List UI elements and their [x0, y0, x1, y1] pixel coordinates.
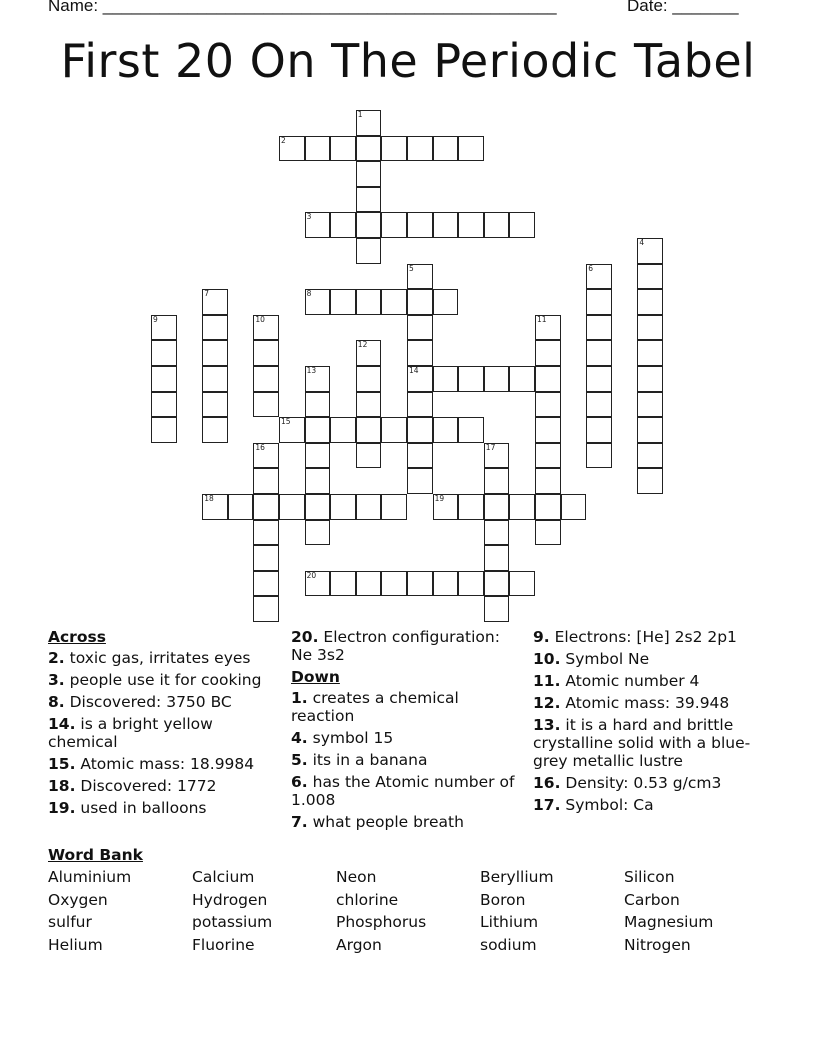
across-clue: [48, 799, 273, 817]
word-bank-item: Oxygen: [48, 890, 108, 909]
crossword-cell[interactable]: [381, 136, 407, 162]
across-clue: [48, 777, 273, 795]
clue-number: 15.: [48, 755, 76, 773]
crossword-cell[interactable]: [253, 571, 279, 597]
crossword-cell[interactable]: [305, 212, 331, 238]
clue-number: 11: [537, 314, 547, 324]
crossword-cell[interactable]: [228, 494, 254, 520]
clue-text: Symbol Ne: [560, 650, 650, 668]
crossword-cell[interactable]: [484, 520, 510, 546]
crossword-cell[interactable]: [356, 238, 382, 264]
crossword-cell[interactable]: [356, 494, 382, 520]
crossword-cell[interactable]: [330, 136, 356, 162]
crossword-cell[interactable]: [637, 468, 663, 494]
word-bank-item: Boron: [480, 890, 526, 909]
across-heading: Across: [48, 628, 106, 646]
clue-number: 4: [639, 238, 645, 247]
clue-number: 5: [409, 263, 414, 273]
clue-text: used in balloons: [75, 799, 207, 817]
crossword-cell[interactable]: [407, 136, 433, 162]
crossword-cell[interactable]: [509, 366, 535, 392]
crossword-cell[interactable]: [484, 571, 510, 597]
crossword-cell[interactable]: [433, 494, 459, 520]
crossword-cell[interactable]: [151, 417, 177, 443]
crossword-cell[interactable]: [535, 340, 561, 366]
clue-number: 9.: [533, 628, 550, 646]
across-clue: [48, 693, 273, 711]
down-clue: [533, 672, 758, 690]
crossword-cell[interactable]: [279, 494, 305, 520]
crossword-cell[interactable]: [535, 392, 561, 418]
across-clue: [48, 715, 273, 751]
across-clue: [48, 671, 273, 689]
down-clue: [291, 813, 516, 831]
clue-number: 18: [204, 494, 214, 503]
crossword-cell[interactable]: [202, 340, 228, 366]
word-bank-item: Carbon: [624, 890, 680, 909]
crossword-cell[interactable]: [305, 571, 331, 597]
clue-text: Atomic mass: 18.9984: [75, 755, 255, 773]
crossword-cell[interactable]: [433, 417, 459, 443]
crossword-cell[interactable]: [433, 212, 459, 238]
crossword-cell[interactable]: [407, 468, 433, 494]
crossword-cell[interactable]: [458, 212, 484, 238]
crossword-cell[interactable]: [151, 315, 177, 341]
crossword-cell[interactable]: [535, 315, 561, 341]
clue-number: 9: [153, 314, 158, 324]
crossword-cell[interactable]: [202, 417, 228, 443]
crossword-cell[interactable]: [407, 315, 433, 341]
word-bank-item: Nitrogen: [624, 935, 691, 954]
word-bank-item: Magnesium: [624, 913, 714, 931]
down-clue: [291, 729, 516, 747]
crossword-cell[interactable]: [509, 212, 535, 238]
clue-text: what people breath: [307, 813, 464, 831]
crossword-cell[interactable]: [535, 417, 561, 443]
word-bank-item: Helium: [48, 935, 103, 954]
clue-text: symbol 15: [307, 729, 394, 747]
crossword-cell[interactable]: [356, 392, 382, 418]
clue-text: its in a banana: [307, 751, 428, 769]
crossword-cell[interactable]: [202, 366, 228, 392]
crossword-cell[interactable]: [253, 366, 279, 392]
crossword-cell[interactable]: [305, 392, 331, 418]
clue-text: has the Atomic number of 1.008: [291, 773, 515, 809]
crossword-cell[interactable]: [458, 571, 484, 597]
word-bank-item: Fluorine: [192, 935, 255, 954]
clue-number: 12.: [533, 694, 561, 712]
crossword-cell[interactable]: [458, 417, 484, 443]
word-bank-item: Neon: [336, 868, 377, 886]
crossword-cell[interactable]: [586, 289, 612, 315]
crossword-cell[interactable]: [407, 289, 433, 315]
crossword-cell[interactable]: [484, 468, 510, 494]
crossword-cell[interactable]: [484, 366, 510, 392]
crossword-cell[interactable]: [586, 315, 612, 341]
clue-text: Symbol: Ca: [560, 796, 654, 814]
crossword-cell[interactable]: [381, 212, 407, 238]
crossword-cell[interactable]: [586, 417, 612, 443]
date-field-label: Date: _______: [627, 0, 739, 15]
crossword-cell[interactable]: [561, 494, 587, 520]
crossword-cell[interactable]: [253, 392, 279, 418]
clue-number: 19: [434, 494, 445, 503]
crossword-cell[interactable]: [407, 443, 433, 469]
crossword-cell[interactable]: [356, 187, 382, 213]
clues-column-3: [533, 628, 758, 818]
clue-number: 12: [357, 340, 368, 350]
crossword-cell[interactable]: [484, 545, 510, 571]
crossword-cell[interactable]: [586, 340, 612, 366]
crossword-cell[interactable]: [637, 238, 663, 264]
crossword-cell[interactable]: [330, 289, 356, 315]
crossword-cell[interactable]: [202, 315, 228, 341]
down-clue: [533, 694, 758, 712]
crossword-cell[interactable]: [433, 571, 459, 597]
name-field-label: Name: ________________________________________________: [48, 0, 557, 15]
clue-number: 7.: [291, 813, 308, 831]
crossword-cell[interactable]: [458, 494, 484, 520]
crossword-cell[interactable]: [356, 571, 382, 597]
crossword-cell[interactable]: [458, 136, 484, 162]
crossword-cell[interactable]: [484, 443, 510, 469]
clue-number: 15: [281, 417, 291, 427]
down-clue: [533, 628, 758, 646]
crossword-cell[interactable]: [279, 136, 305, 162]
word-bank-item: Silicon: [624, 868, 675, 886]
crossword-cell[interactable]: [356, 212, 382, 238]
clue-number: 1.: [291, 689, 308, 707]
down-clue: [533, 774, 758, 792]
clues-column-2: [291, 628, 516, 835]
crossword-cell[interactable]: [586, 392, 612, 418]
crossword-cell[interactable]: [305, 520, 331, 546]
crossword-cell[interactable]: [356, 136, 382, 162]
across-clue: [48, 649, 273, 667]
word-bank-item: Aluminium: [48, 868, 132, 886]
crossword-cell[interactable]: [356, 161, 382, 187]
word-bank-item: sodium: [480, 935, 537, 954]
crossword-cell[interactable]: [253, 494, 279, 520]
crossword-cell[interactable]: [330, 417, 356, 443]
clue-number: 8: [306, 289, 312, 299]
clue-text: toxic gas, irritates eyes: [64, 649, 251, 667]
crossword-cell[interactable]: [356, 417, 382, 443]
clue-text: is a bright yellow chemical: [48, 715, 213, 751]
clue-number: 20: [306, 570, 317, 580]
crossword-cell[interactable]: [305, 417, 331, 443]
down-clue: [533, 796, 758, 814]
clue-number: 18.: [48, 777, 76, 795]
crossword-cell[interactable]: [202, 392, 228, 418]
crossword-cell[interactable]: [407, 571, 433, 597]
crossword-cell[interactable]: [484, 596, 510, 622]
down-clue: [291, 689, 516, 725]
crossword-cell[interactable]: [407, 417, 433, 443]
crossword-cell[interactable]: [305, 494, 331, 520]
clue-number: 5.: [291, 751, 308, 769]
crossword-cell[interactable]: [253, 315, 279, 341]
crossword-cell[interactable]: [305, 468, 331, 494]
crossword-cell[interactable]: [484, 212, 510, 238]
clue-text: Atomic number 4: [560, 672, 700, 690]
clue-number: 6.: [291, 773, 308, 791]
clue-number: 7: [204, 289, 209, 299]
crossword-cell[interactable]: [356, 443, 382, 469]
crossword-cell[interactable]: [253, 443, 279, 469]
word-bank-heading: Word Bank: [48, 846, 143, 864]
crossword-cell[interactable]: [305, 443, 331, 469]
clue-number: 13.: [533, 716, 561, 734]
clue-number: 10: [255, 314, 265, 324]
crossword-cell[interactable]: [509, 571, 535, 597]
crossword-cell[interactable]: [253, 545, 279, 571]
clue-number: 3.: [48, 671, 65, 689]
crossword-cell[interactable]: [305, 289, 331, 315]
crossword-cell[interactable]: [637, 264, 663, 290]
word-bank-item: Lithium: [480, 913, 539, 931]
crossword-cell[interactable]: [433, 136, 459, 162]
clue-text: people use it for cooking: [64, 671, 262, 689]
clue-number: 19.: [48, 799, 76, 817]
word-bank-item: Phosphorus: [336, 913, 427, 931]
crossword-cell[interactable]: [330, 571, 356, 597]
crossword-cell[interactable]: [407, 366, 433, 392]
crossword-cell[interactable]: [305, 366, 331, 392]
crossword-cell[interactable]: [253, 468, 279, 494]
clue-number: 16: [255, 442, 265, 452]
crossword-cell[interactable]: [330, 212, 356, 238]
crossword-cell[interactable]: [637, 315, 663, 341]
clue-number: 1: [357, 110, 363, 119]
crossword-cell[interactable]: [407, 264, 433, 290]
crossword-cell[interactable]: [433, 289, 459, 315]
crossword-cell[interactable]: [202, 494, 228, 520]
crossword-cell[interactable]: [637, 417, 663, 443]
clue-text: Density: 0.53 g/cm3: [560, 774, 722, 792]
clue-text: it is a hard and brittle crystalline solid with a blue-grey metallic lustre: [533, 716, 751, 770]
clue-number: 2: [281, 135, 286, 145]
crossword-cell[interactable]: [586, 366, 612, 392]
word-bank-item: Calcium: [192, 868, 255, 886]
down-clue: [291, 773, 516, 809]
word-bank-item: potassium: [192, 913, 273, 931]
clue-text: Discovered: 3750 BC: [64, 693, 232, 711]
clue-text: creates a chemical reaction: [291, 689, 459, 725]
clue-number: 2.: [48, 649, 65, 667]
down-clue: [291, 751, 516, 769]
crossword-cell[interactable]: [637, 392, 663, 418]
crossword-cell[interactable]: [381, 494, 407, 520]
clue-number: 8.: [48, 693, 65, 711]
crossword-cell[interactable]: [279, 417, 305, 443]
crossword-cell[interactable]: [151, 392, 177, 418]
crossword-cell[interactable]: [356, 110, 382, 136]
clue-number: 14.: [48, 715, 76, 733]
word-bank-item: chlorine: [336, 890, 399, 909]
clue-number: 4.: [291, 729, 308, 747]
clue-text: Electron configuration: Ne 3s2: [291, 628, 500, 664]
crossword-cell[interactable]: [407, 212, 433, 238]
down-clue: [533, 716, 758, 770]
crossword-cell[interactable]: [381, 289, 407, 315]
clue-number: 3: [306, 212, 312, 222]
crossword-cell[interactable]: [407, 392, 433, 418]
down-clue: [533, 650, 758, 668]
crossword-cell[interactable]: [509, 494, 535, 520]
crossword-cell[interactable]: [535, 443, 561, 469]
crossword-cell[interactable]: [202, 289, 228, 315]
crossword-cell[interactable]: [535, 494, 561, 520]
crossword-cell[interactable]: [356, 366, 382, 392]
clue-text: Electrons: [He] 2s2 2p1: [549, 628, 737, 646]
crossword-cell[interactable]: [253, 340, 279, 366]
clue-number: 13: [306, 366, 317, 375]
crossword-cell[interactable]: [586, 264, 612, 290]
crossword-cell[interactable]: [253, 520, 279, 546]
clue-number: 17.: [533, 796, 561, 814]
clue-number: 10.: [533, 650, 561, 668]
clue-number: 11.: [533, 672, 561, 690]
across-clue: [291, 628, 516, 664]
crossword-cell[interactable]: [637, 366, 663, 392]
clue-text: Atomic mass: 39.948: [560, 694, 730, 712]
crossword-cell[interactable]: [151, 366, 177, 392]
word-bank-item: Beryllium: [480, 868, 554, 886]
clues-column-1: [48, 628, 273, 821]
down-heading: Down: [291, 668, 340, 686]
crossword-cell[interactable]: [586, 443, 612, 469]
word-bank: [48, 868, 768, 958]
word-bank-item: Argon: [336, 935, 382, 954]
crossword-cell[interactable]: [433, 366, 459, 392]
clue-number: 16.: [533, 774, 561, 792]
crossword-cell[interactable]: [535, 468, 561, 494]
crossword-cell[interactable]: [484, 494, 510, 520]
crossword-cell[interactable]: [381, 417, 407, 443]
word-bank-item: sulfur: [48, 913, 92, 931]
crossword-cell[interactable]: [637, 443, 663, 469]
page-title: First 20 On The Periodic Tabel: [60, 34, 756, 88]
crossword-cell[interactable]: [253, 596, 279, 622]
crossword-cell[interactable]: [407, 340, 433, 366]
clue-number: 6: [588, 263, 593, 273]
crossword-cell[interactable]: [535, 520, 561, 546]
crossword-cell[interactable]: [356, 340, 382, 366]
crossword-cell[interactable]: [381, 571, 407, 597]
crossword-cell[interactable]: [458, 366, 484, 392]
crossword-cell[interactable]: [637, 340, 663, 366]
clue-number: 20.: [291, 628, 319, 646]
crossword-cell[interactable]: [637, 289, 663, 315]
crossword-cell[interactable]: [356, 289, 382, 315]
crossword-cell[interactable]: [151, 340, 177, 366]
clue-number: 14: [409, 366, 419, 375]
clue-number: 17: [485, 442, 496, 452]
crossword-cell[interactable]: [535, 366, 561, 392]
crossword-cell[interactable]: [305, 136, 331, 162]
word-bank-item: Hydrogen: [192, 890, 268, 909]
across-clue: [48, 755, 273, 773]
clue-text: Discovered: 1772: [75, 777, 217, 795]
crossword-cell[interactable]: [330, 494, 356, 520]
